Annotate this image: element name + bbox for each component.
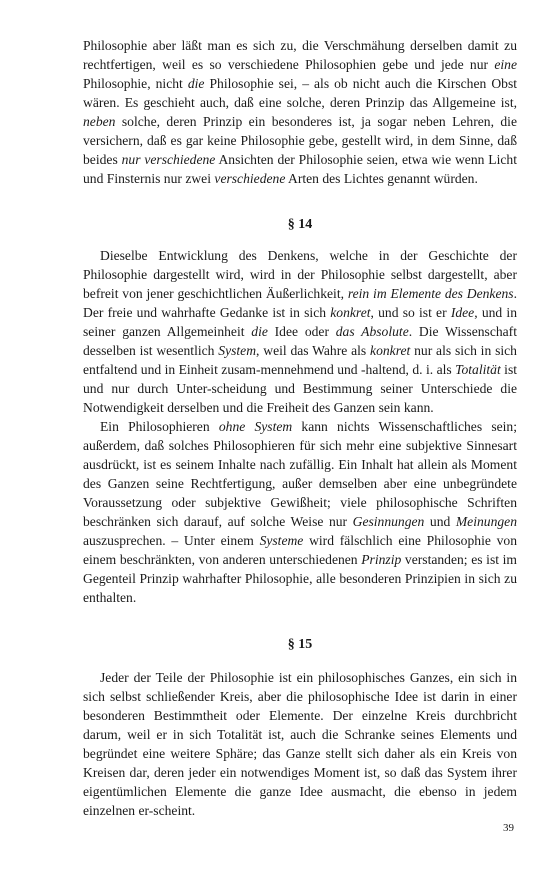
emphasis-run: ohne System (218, 419, 293, 434)
emphasis-run: System (218, 343, 257, 358)
emphasis-run: nur verschiedene (121, 152, 216, 167)
page-body (83, 36, 517, 820)
section-14-heading: § 14 (287, 217, 313, 232)
emphasis-run: die (187, 76, 205, 91)
text-run: Ein Philosophieren (100, 419, 219, 434)
text-run: wird fälschlich eine Philosophie von einem beschränkten, von anderen unterschiedenen (83, 533, 518, 567)
page-number: 39 (503, 822, 514, 834)
emphasis-run: neben (83, 114, 116, 129)
emphasis-run: konkret (330, 305, 371, 320)
section-14-paragraph-2 (83, 417, 517, 607)
emphasis-run: Totalität (455, 362, 501, 377)
emphasis-run: Gesinnungen (352, 514, 425, 529)
text-run: Idee oder (267, 324, 336, 339)
emphasis-run: Meinungen (455, 514, 518, 529)
section-15-paragraph-1 (83, 668, 517, 820)
emphasis-run: Prinzip (361, 552, 402, 567)
text-run: Philosophie sei, – als ob nicht auch die Kirschen Obst wären. Es geschieht auch, daß eine solche, deren Prinzip das Allgemeine ist, (83, 76, 518, 110)
emphasis-run: rein im Elemente des Denkens (347, 286, 514, 301)
text-run: , weil das Wahre als (256, 343, 371, 358)
emphasis-run: verschiedene (214, 171, 286, 186)
text-run: Ansichten der Philosophie seien, etwa wie wenn Licht und Finsternis nur zwei (83, 152, 517, 186)
section-15-heading: § 15 (287, 637, 313, 652)
text-run: Dieselbe Entwicklung des Denkens, welche in der Geschichte der Philosophie dargestellt wird, wird in der Philosophie selbst dargestellt, aber befreit von jener geschichtlichen Äußerlichkeit, (83, 248, 517, 301)
text-run: nur als sich in sich entfaltend und in Einheit zusam-mennehmend und -haltend, d. i. als (83, 343, 517, 377)
emphasis-run: Systeme (259, 533, 304, 548)
text-run: Philosophie, nicht (83, 76, 188, 91)
text-run: kann nichts Wissenschaftliches sein; außerdem, daß solches Philosophieren für sich mehr eine subjektive Sinnesart ausdrückt, ist es seinem Inhalte nach zufällig. Ein Inhalt hat allein als Moment des Ganzen seine Rechtfertigung, außer demselben aber eine unbegründete Voraussetzung oder subjektive Gewißheit; viele philosophische Schriften beschränken sich darauf, auf solche Weise nur (83, 419, 517, 529)
section-14-paragraph-1 (83, 246, 517, 417)
text-run: Arten des Lichtes genannt würden. (285, 171, 478, 186)
text-run: auszusprechen. – Unter einem (83, 533, 260, 548)
text-run: , und in seiner ganzen Allgemeinheit (83, 305, 517, 339)
emphasis-run: die (251, 324, 268, 339)
emphasis-run: konkret (370, 343, 411, 358)
text-run: verstanden; es ist im Gegenteil Prinzip wahrhafter Philosophie, alle besonderen Prinzipien in sich zu enthalten. (83, 552, 518, 605)
text-run: ist und nur durch Unter-scheidung und Bestimmung seiner Unterschiede die Notwendigkeit derselben und die Freiheit des Ganzen sein kann. (83, 362, 518, 415)
text-run: Philosophie aber läßt man es sich zu, die Verschmähung derselben damit zu rechtfertigen, weil es so verschiedene Philosophien gebe und jede nur (83, 38, 517, 72)
text-run: und (424, 514, 456, 529)
text-run: Jeder der Teile der Philosophie ist ein philosophisches Ganzes, ein sich in sich selbst schließender Kreis, aber die philosophische Idee ist darin in einer besonderen Bestimmtheit oder Elemente. Der einzelne Kreis durchbricht darum, weil er in sich Totalität ist, auch die Schranke seines Elements und begründet eine weitere Sphäre; das Ganze stellt sich daher als ein Kreis von Kreisen dar, deren jeder ein notwendiges Moment ist, so daß das System ihrer eigentümlichen Elemente die ganze Idee ausmacht, die ebenso in jedem einzelnen er-scheint. (83, 670, 517, 818)
text-run: . Die Wissenschaft desselben ist wesentlich (83, 324, 517, 358)
text-run: . Der freie und wahrhafte Gedanke ist in sich (83, 286, 517, 320)
text-run: , und so ist er (370, 305, 451, 320)
emphasis-run: Idee (450, 305, 475, 320)
text-run: solche, deren Prinzip ein besonderes ist, ja sogar neben Lehren, die versichern, daß es gar keine Philosophie gebe, gestellt wird, in dem Sinne, daß beides (83, 114, 517, 167)
emphasis-run: das Absolute (335, 324, 409, 339)
emphasis-run: eine (494, 57, 517, 72)
paragraph-continuation (83, 36, 517, 188)
